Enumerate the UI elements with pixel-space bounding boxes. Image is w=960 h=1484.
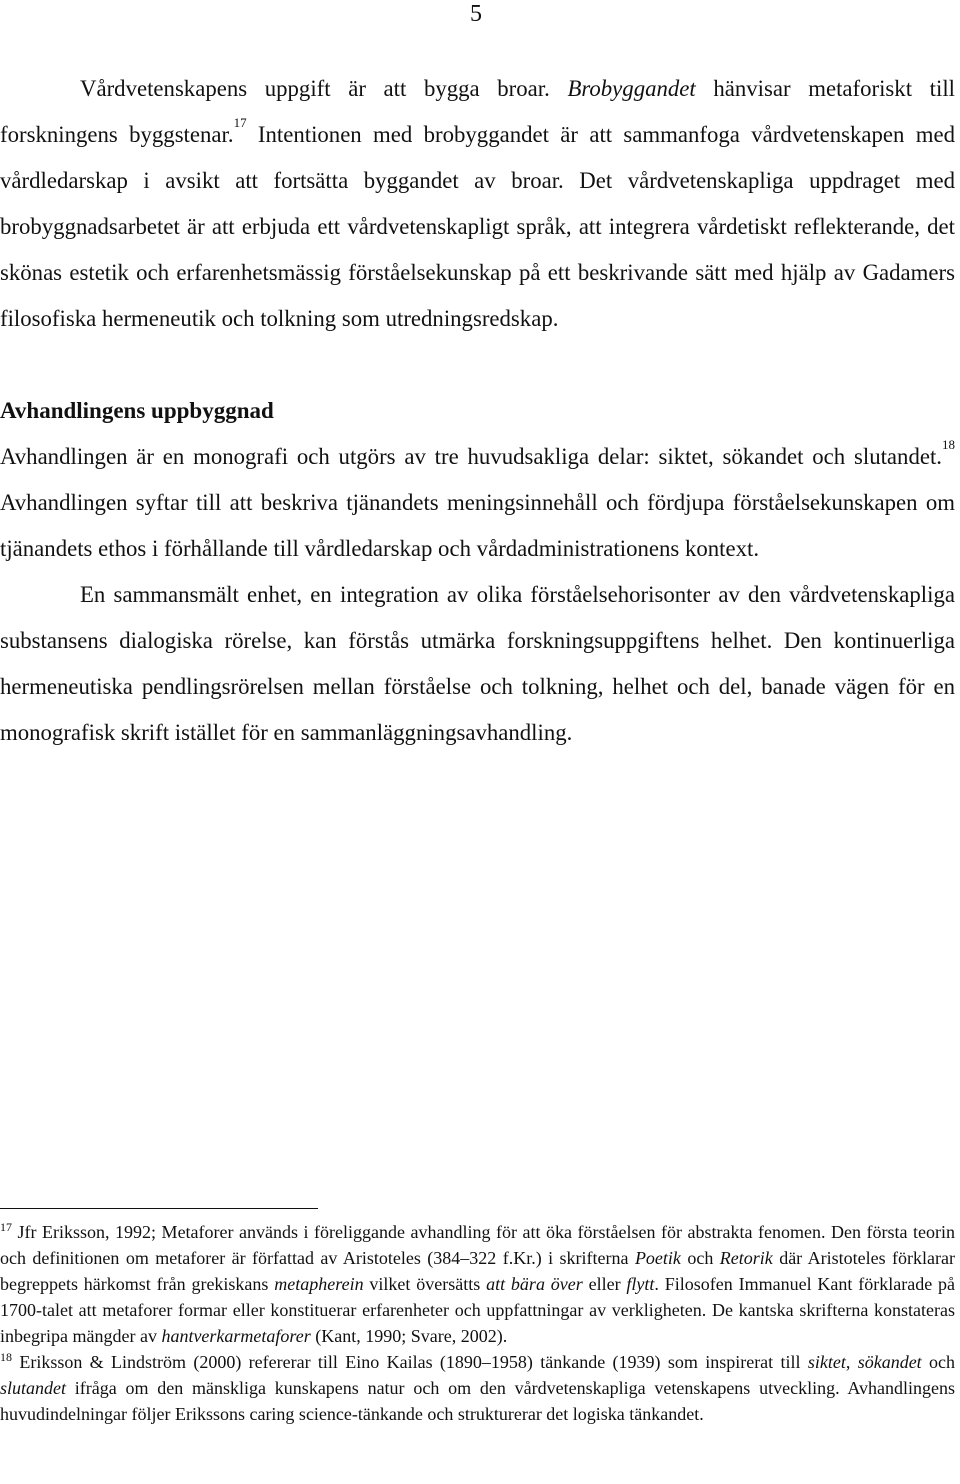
text-segment: där Aristoteles förklarar begreppets härkomst från grekiskans bbox=[0, 1248, 955, 1294]
text-segment: . Filosofen Immanuel Kant förklarade på 1700-talet att metaforer formar eller konstituerar erfarenheter och uppfattningar av verkligheten. De kantska skrifterna konstateras inbegripa mängder av bbox=[0, 1274, 956, 1346]
paragraph-brobygge bbox=[0, 66, 955, 342]
page-number: 5 bbox=[470, 1, 482, 27]
text-segment: och bbox=[680, 1248, 720, 1268]
text-segment: ifråga om den mänskliga kunskapens natur och om den vårdvetenskapliga vetenskapens utveckling. Avhandlingens huvudindelningar följer Erikssons caring science-tänkande och strukturerar det logiska tänkandet. bbox=[0, 1378, 955, 1424]
text-segment: Avhandlingen syftar till att beskriva tjänandets meningsinnehåll och fördjupa förståelsekunskapen om tjänandets ethos i förhållande till vårdledarskap och vårdadministrationens kontext. bbox=[0, 490, 955, 561]
italic-term: slutandet bbox=[0, 1378, 66, 1398]
footnote-divider bbox=[0, 1208, 318, 1209]
main-text bbox=[0, 66, 955, 756]
italic-term: flytt bbox=[626, 1274, 655, 1294]
text-segment: och bbox=[921, 1352, 956, 1372]
italic-term: Poetik bbox=[634, 1248, 681, 1268]
section-heading: Avhandlingens uppbyggnad bbox=[0, 398, 274, 423]
italic-term: hantverkarmetaforer bbox=[161, 1326, 311, 1346]
footnote-number: 18 bbox=[0, 1350, 12, 1364]
footnote-ref-18: 18 bbox=[942, 437, 955, 452]
italic-term: siktet bbox=[807, 1352, 846, 1372]
italic-term: Retorik bbox=[719, 1248, 773, 1268]
footnote-ref-17: 17 bbox=[233, 115, 247, 130]
paragraph-monografi bbox=[0, 434, 955, 572]
text-segment: hänvisar metaforiskt till forskningens byggstenar. bbox=[0, 76, 955, 147]
text-segment: (Kant, 1990; Svare, 2002). bbox=[310, 1326, 508, 1346]
text-segment: , bbox=[845, 1352, 858, 1372]
text-segment: Vårdvetenskapens uppgift är att bygga broar. bbox=[80, 76, 568, 101]
italic-term: sökandet bbox=[857, 1352, 922, 1372]
italic-term: att bära över bbox=[486, 1274, 583, 1294]
text-segment: Avhandlingen är en monografi och utgörs av tre huvudsakliga delar: siktet, sökandet och slutandet. bbox=[0, 444, 942, 469]
footnote-17 bbox=[0, 1219, 955, 1349]
italic-term: Brobyggandet bbox=[567, 76, 696, 101]
text-segment: vilket översätts bbox=[363, 1274, 487, 1294]
text-segment: eller bbox=[582, 1274, 627, 1294]
text-segment: Intentionen med brobyggandet är att sammanfoga vårdvetenskapen med vårdledarskap i avsikt att fortsätta byggandet av broar. Det vårdvetenskapliga uppdraget med brobyggnadsarbetet är att erbjuda ett vårdvetenskapligt språk, att integrera vårdetiskt reflekterande, det skönas estetik och erfarenhetsmässig förståelsekunskap på ett beskrivande sätt med hjälp av Gadamers filosofiska hermeneutik och tolkning som utredningsredskap. bbox=[0, 122, 955, 331]
footnote-number: 17 bbox=[0, 1220, 12, 1234]
text-segment: Eriksson & Lindström (2000) refererar till Eino Kailas (1890–1958) tänkande (1939) som inspirerat till bbox=[12, 1352, 808, 1372]
paragraph-helhet: En sammansmält enhet, en integration av olika förståelsehorisonter av den vårdvetenskapliga substansens dialogiska rörelse, kan förstås utmärka forskningsuppgiftens helhet. Den kontinuerliga hermeneutiska pendlingsrörelsen mellan förståelse och tolkning, helhet och del, banade vägen för en monografisk skrift istället för en sammanläggningsavhandling. bbox=[0, 582, 955, 745]
footnotes bbox=[0, 1219, 955, 1427]
text-segment: Jfr Eriksson, 1992; Metaforer används i föreliggande avhandling för att öka förståelsen för abstrakta fenomen. Den första teorin och definitionen om metaforer är författad av Aristoteles (384–322 f.Kr.) i skrifterna bbox=[0, 1222, 955, 1268]
footnote-18 bbox=[0, 1349, 955, 1427]
italic-term: metapherein bbox=[274, 1274, 364, 1294]
